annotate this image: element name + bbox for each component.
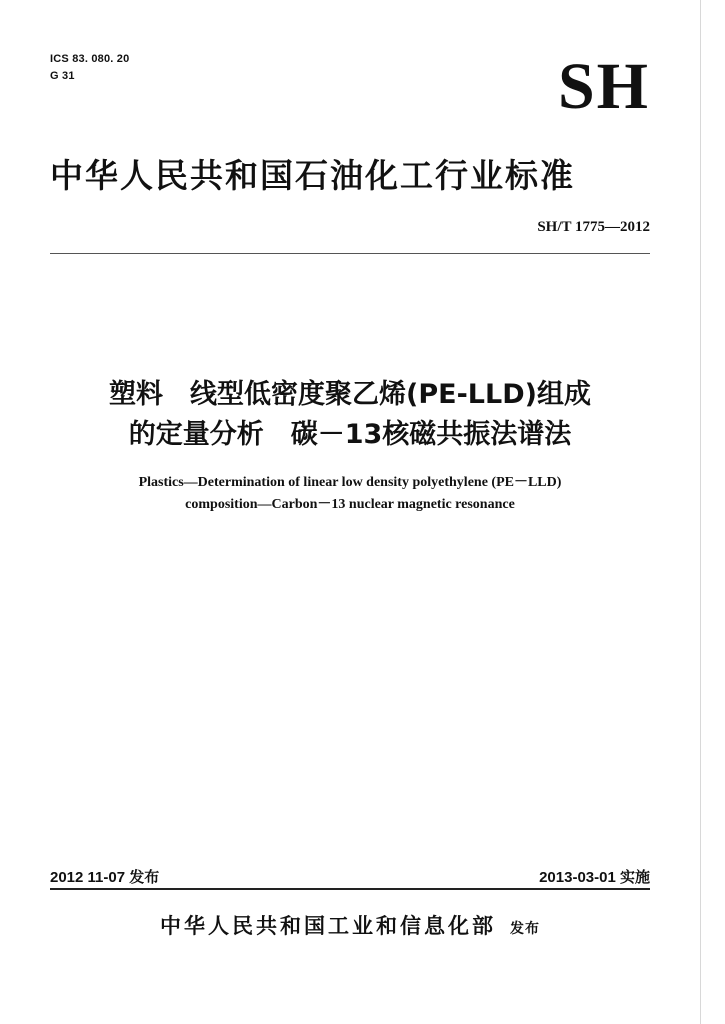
classification-codes [50,51,129,85]
en-title-line-1: Plastics—Determination of linear low density polyethylene (PE－LLD) [138,475,562,490]
cn-title-line-2: 的定量分析 碳－13核磁共振法谱法 [128,419,572,450]
footer-divider [50,888,650,890]
cn-title-line-1: 塑料 线型低密度聚乙烯(PE-LLD)组成 [109,379,591,410]
standard-category-title: 中华人民共和国石油化工行业标准 [50,156,575,195]
publisher-line [0,910,700,940]
english-document-title [50,472,650,516]
class-code: G 31 [50,70,75,82]
standard-number: SH/T 1775—2012 [537,219,650,235]
ics-code: ICS 83. 080. 20 [50,53,130,65]
issue-date: 2012 11-07 发布 [50,869,160,886]
implementation-date: 2013-03-01 实施 [539,869,650,886]
en-title-line-2: composition—Carbon－13 nuclear magnetic resonance [185,497,515,512]
publisher-name: 中华人民共和国工业和信息化部 [160,914,496,938]
sh-logo: SH [557,50,650,123]
page-edge-line [700,0,701,1024]
chinese-document-title [50,375,650,455]
header-divider [50,253,650,254]
publisher-suffix: 发布 [510,921,540,937]
